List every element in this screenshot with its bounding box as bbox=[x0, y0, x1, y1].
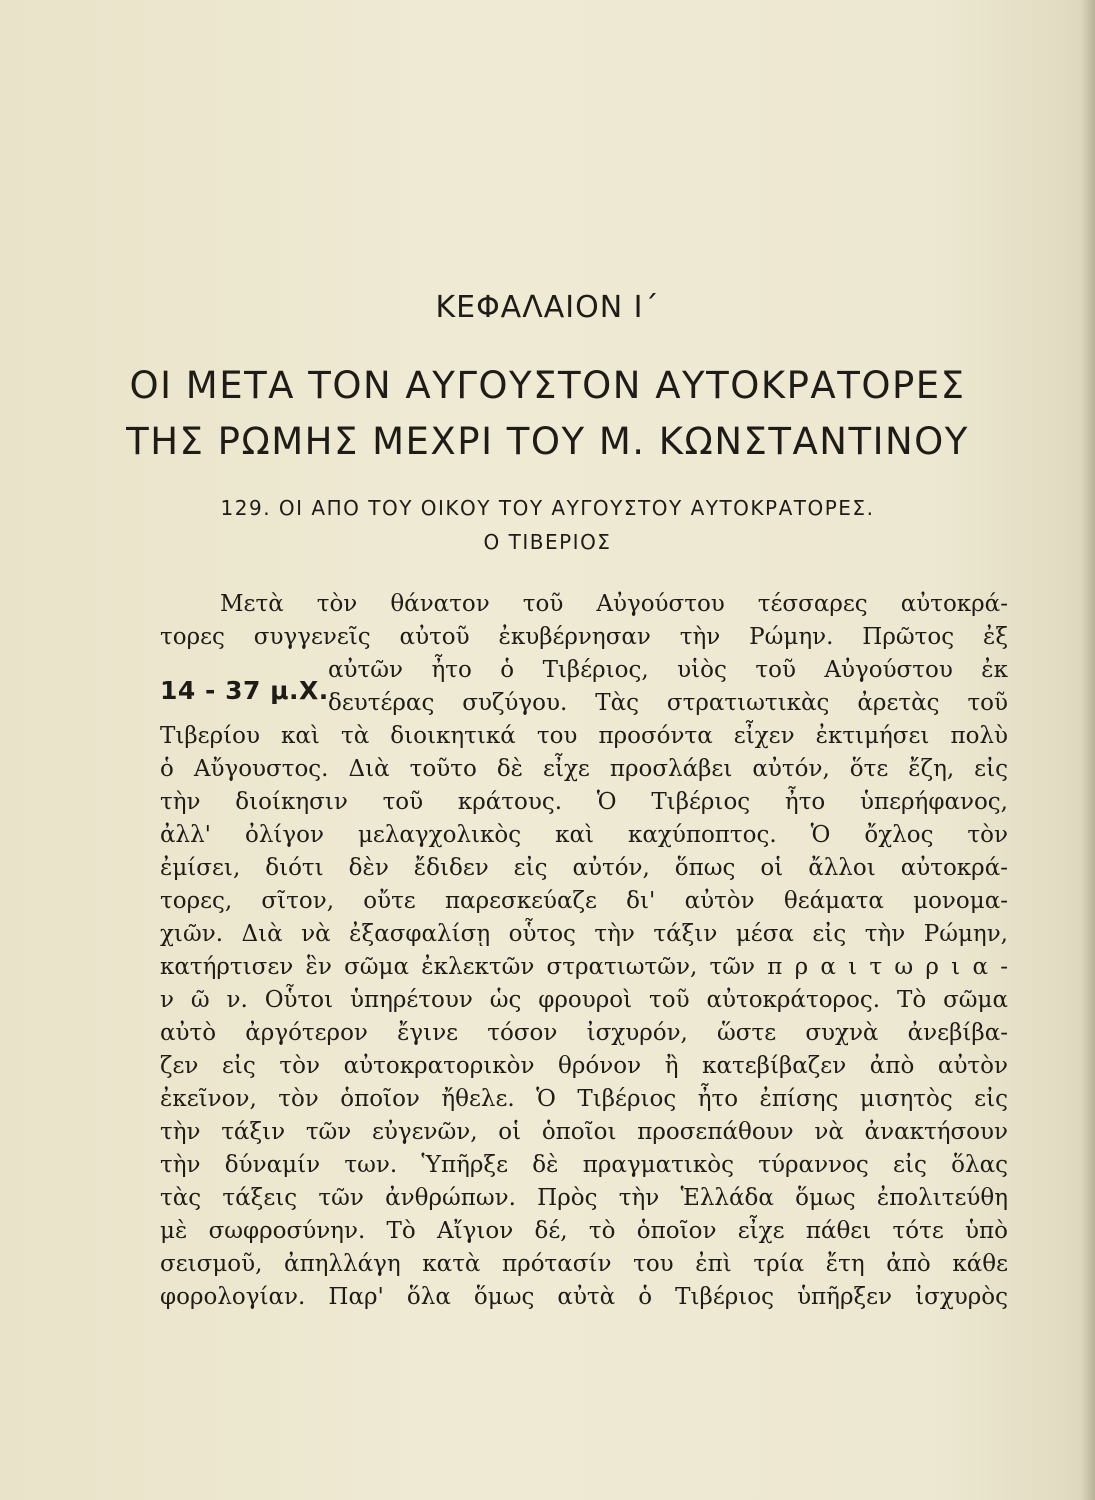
body-line: Τιβερίου καὶ τὰ διοικητικά του προσόντα εἶχεν ἐκτιμήσει πολὺ bbox=[160, 723, 1008, 749]
section-heading-line-2: Ο ΤΙΒΕΡΙΟΣ bbox=[483, 530, 612, 554]
body-line: ἐκεῖνον, τὸν ὁποῖον ἤθελε. Ὁ Τιβέριος ἦτο ἐπίσης μισητὸς εἰς bbox=[160, 1086, 1008, 1112]
body-line: φορολογίαν. Παρ' ὅλα ὅμως αὐτὰ ὁ Τιβέριος ὑπῆρξεν ἰσχυρὸς bbox=[160, 1284, 1008, 1310]
body-line: τὴν δύναμίν των. Ὑπῆρξε δὲ πραγματικὸς τύραννος εἰς ὅλας bbox=[160, 1152, 1008, 1178]
body-line: χιῶν. Διὰ νὰ ἐξασφαλίσῃ οὗτος τὴν τάξιν μέσα εἰς τὴν Ρώμην, bbox=[160, 921, 1008, 947]
body-line: Μετὰ τὸν θάνατον τοῦ Αὐγούστου τέσσαρες αὐτοκρά- bbox=[220, 591, 1008, 617]
chapter-title-line-2: ΤΗΣ ΡΩΜΗΣ ΜΕΧΡΙ ΤΟΥ Μ. ΚΩΝΣΤΑΝΤΙΝΟΥ bbox=[126, 420, 969, 463]
body-line: ὁ Αὔγουστος. Διὰ τοῦτο δὲ εἶχε προσλάβει αὐτόν, ὅτε ἔζη, εἰς bbox=[160, 756, 1008, 782]
body-line: κατήρτισεν ἓν σῶμα ἐκλεκτῶν στρατιωτῶν, τῶν π ρ α ι τ ω ρ ι α - bbox=[160, 954, 1008, 980]
body-line: αὐτὸ ἀργότερον ἔγινε τόσον ἰσχυρόν, ὥστε συχνὰ ἀνεβίβα- bbox=[160, 1020, 1008, 1046]
chapter-heading: ΚΕΦΑΛΑΙΟΝ Ι΄ bbox=[435, 290, 660, 325]
page-edge-shadow bbox=[1081, 0, 1095, 1500]
body-line: τορες, σῖτον, οὔτε παρεσκεύαζε δι' αὐτὸν θεάματα μονομα- bbox=[160, 888, 1008, 914]
body-line: τὰς τάξεις τῶν ἀνθρώπων. Πρὸς τὴν Ἑλλάδα ὅμως ἐπολιτεύθη bbox=[160, 1185, 1008, 1211]
body-line: ἐμίσει, διότι δὲν ἔδιδεν εἰς αὐτόν, ὅπως οἱ ἄλλοι αὐτοκρά- bbox=[160, 855, 1008, 881]
body-line: τορες συγγενεῖς αὐτοῦ ἐκυβέρνησαν τὴν Ρώμην. Πρῶτος ἐξ bbox=[160, 624, 1008, 650]
body-line: μὲ σωφροσύνην. Τὸ Αἴγιον δέ, τὸ ὁποῖον εἶχε πάθει τότε ὑπὸ bbox=[160, 1218, 1008, 1244]
body-line: ζεν εἰς τὸν αὐτοκρατορικὸν θρόνον ἢ κατεβίβαζεν ἀπὸ αὐτὸν bbox=[160, 1053, 1008, 1079]
body-line: σεισμοῦ, ἀπηλλάγη κατὰ πρότασίν του ἐπὶ τρία ἔτη ἀπὸ κάθε bbox=[160, 1251, 1008, 1277]
body-line: ἀλλ' ὀλίγον μελαγχολικὸς καὶ καχύποπτος. Ὁ ὄχλος τὸν bbox=[160, 822, 1008, 848]
body-line: τὴν διοίκησιν τοῦ κράτους. Ὁ Τιβέριος ἦτο ὑπερήφανος, bbox=[160, 789, 1008, 815]
margin-date-note: 14 - 37 μ.Χ. bbox=[160, 676, 329, 705]
body-line: αὐτῶν ἦτο ὁ Τιβέριος, υἱὸς τοῦ Αὐγούστου ἐκ bbox=[328, 657, 1008, 683]
section-heading-line-1: 129. ΟΙ ΑΠΟ ΤΟΥ ΟΙΚΟΥ ΤΟΥ ΑΥΓΟΥΣΤΟΥ ΑΥΤΟΚΡΑΤΟΡΕΣ. bbox=[220, 496, 875, 520]
body-text bbox=[160, 588, 1008, 1314]
body-line: δευτέρας συζύγου. Τὰς στρατιωτικὰς ἀρετὰς τοῦ bbox=[328, 690, 1008, 716]
chapter-title-line-1: ΟΙ ΜΕΤΑ ΤΟΝ ΑΥΓΟΥΣΤΟΝ ΑΥΤΟΚΡΑΤΟΡΕΣ bbox=[129, 364, 966, 407]
body-line: ν ῶ ν. Οὗτοι ὑπηρέτουν ὡς φρουροὶ τοῦ αὐτοκράτορος. Τὸ σῶμα bbox=[160, 987, 1008, 1013]
body-line: τὴν τάξιν τῶν εὐγενῶν, οἱ ὁποῖοι προσεπάθουν νὰ ἀνακτήσουν bbox=[160, 1119, 1008, 1145]
